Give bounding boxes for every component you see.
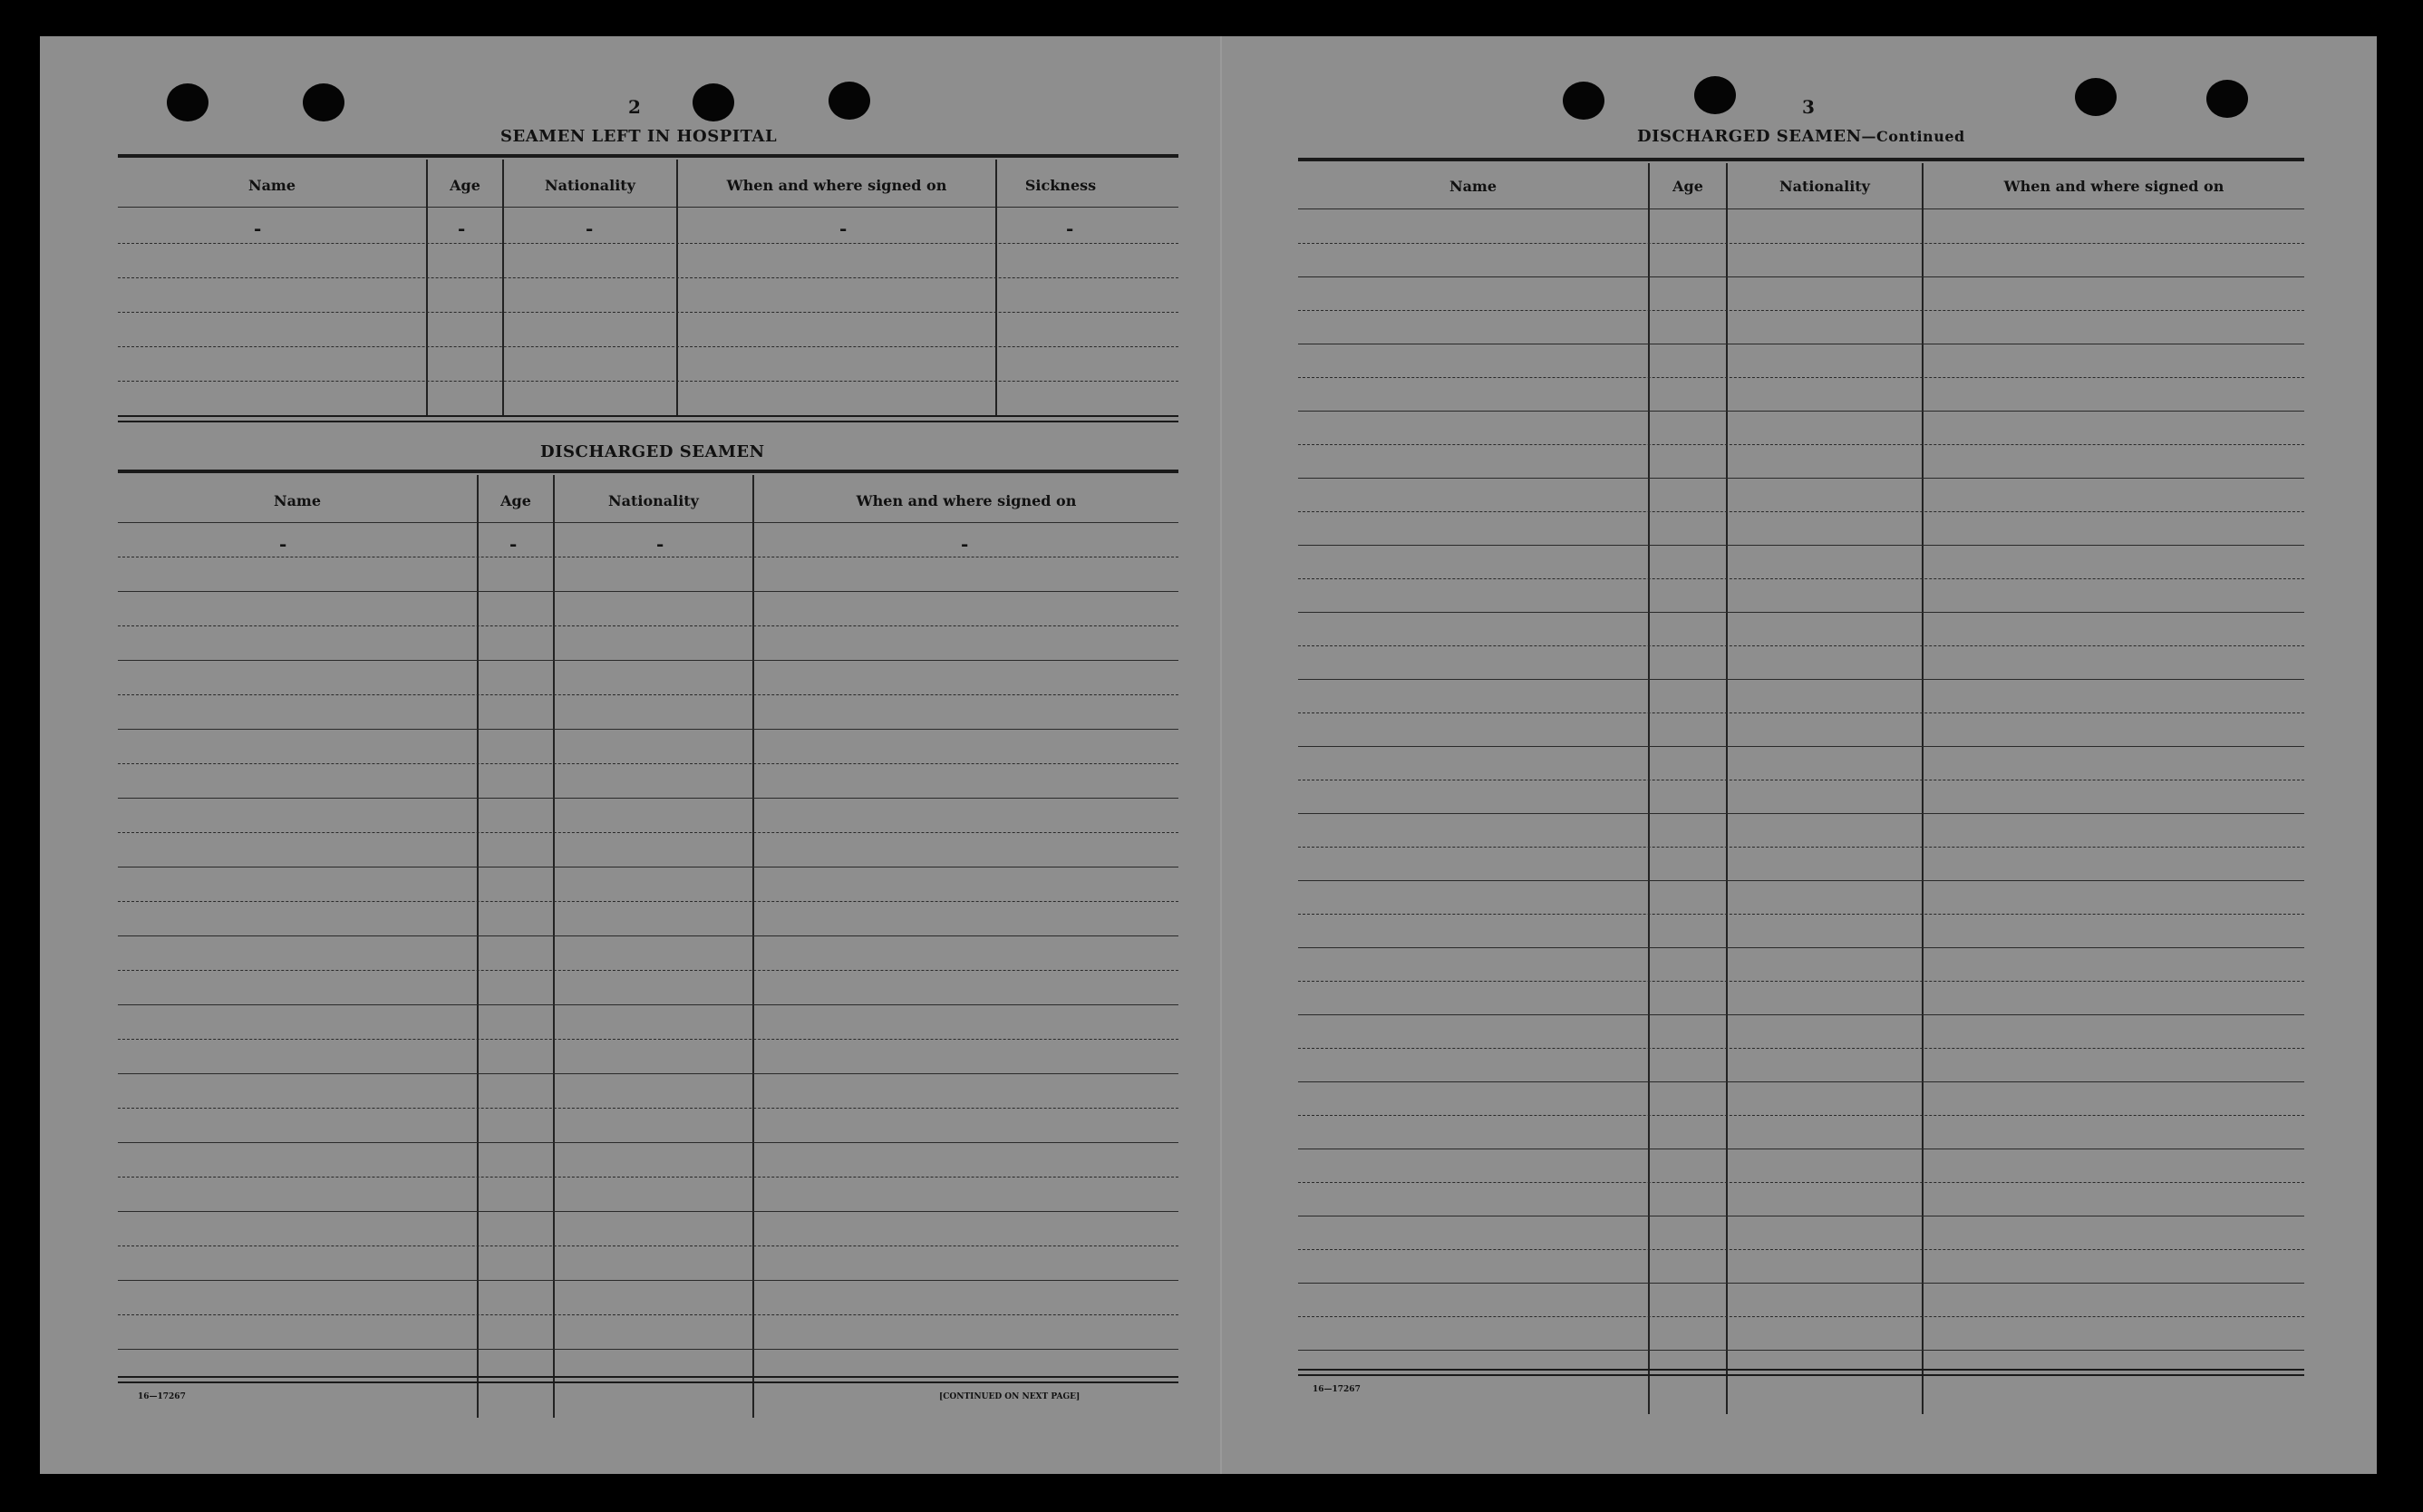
column-header-name: Name (273, 492, 322, 509)
column-divider (1726, 163, 1728, 1414)
continued-note: [CONTINUED ON NEXT PAGE] (939, 1392, 1081, 1401)
punch-hole (2206, 80, 2248, 118)
table-bottom-rule (1298, 1369, 2304, 1371)
column-header-age: Age (500, 492, 531, 509)
row-line (118, 729, 1178, 730)
row-line (1298, 813, 2304, 814)
row-line (1298, 914, 2304, 915)
column-header-name: Name (247, 177, 296, 194)
row-line (118, 1211, 1178, 1212)
column-divider (426, 160, 428, 415)
row-line (118, 1039, 1178, 1040)
table-top-rule (118, 470, 1178, 473)
row-line (1298, 1182, 2304, 1183)
row-line (1298, 310, 2304, 311)
row-line (118, 1349, 1178, 1350)
row-line (118, 1177, 1178, 1178)
column-header-nationality: Nationality (1779, 178, 1870, 195)
entry-dash: - (458, 218, 466, 239)
punch-hole (693, 83, 734, 121)
row-line (1298, 981, 2304, 982)
column-divider (553, 475, 555, 1418)
row-line (118, 381, 1178, 382)
table-bottom-rule (118, 421, 1178, 422)
punch-hole (2075, 78, 2117, 116)
row-line (118, 832, 1178, 833)
table-bottom-rule (1298, 1374, 2304, 1376)
column-divider (752, 475, 754, 1418)
row-line (118, 591, 1178, 592)
header-rule (118, 207, 1178, 208)
form-number-right: 16—17267 (1313, 1385, 1361, 1394)
column-divider (1648, 163, 1650, 1414)
row-line (1298, 1081, 2304, 1082)
row-line (1298, 880, 2304, 881)
entry-dash: - (509, 533, 518, 555)
punch-hole (829, 82, 870, 120)
column-header-signed-on: When and where signed on (726, 177, 947, 194)
row-line (118, 660, 1178, 661)
row-line (118, 277, 1178, 278)
form-number-left: 16—17267 (138, 1392, 186, 1401)
table-bottom-rule (118, 1376, 1178, 1378)
row-line (118, 798, 1178, 799)
row-line (118, 763, 1178, 764)
row-line (118, 901, 1178, 902)
header-rule (118, 522, 1178, 523)
column-divider (1922, 163, 1924, 1414)
column-header-name: Name (1449, 178, 1497, 195)
punch-hole (1563, 82, 1604, 120)
table-bottom-rule (118, 1381, 1178, 1383)
row-line (1298, 746, 2304, 747)
row-line (1298, 444, 2304, 445)
column-divider (477, 475, 479, 1418)
document-sheet (40, 36, 2377, 1474)
column-header-signed-on: When and where signed on (2003, 178, 2224, 195)
column-header-nationality: Nationality (608, 492, 699, 509)
row-line (118, 625, 1178, 626)
row-line (1298, 1014, 2304, 1015)
punch-hole (167, 83, 208, 121)
table-top-rule (1298, 158, 2304, 161)
discharged-section-title: DISCHARGED SEAMEN (540, 442, 765, 461)
row-line (1298, 679, 2304, 680)
page-number-right: 3 (1802, 96, 1815, 118)
row-line (1298, 411, 2304, 412)
row-line (1298, 1249, 2304, 1250)
column-header-sickness: Sickness (1024, 177, 1097, 194)
row-line (118, 1280, 1178, 1281)
table-top-rule (118, 154, 1178, 158)
row-line (118, 1245, 1178, 1246)
column-header-age: Age (1672, 178, 1703, 195)
right-title-text: DISCHARGED SEAMEN (1637, 127, 1862, 146)
row-line (1298, 612, 2304, 613)
row-line (1298, 276, 2304, 277)
entry-dash: - (279, 533, 287, 555)
row-line (1298, 1316, 2304, 1317)
column-divider (676, 160, 678, 415)
row-line (1298, 1115, 2304, 1116)
page-fold (1220, 36, 1222, 1474)
table-bottom-rule (118, 415, 1178, 417)
row-line (118, 694, 1178, 695)
row-line (118, 1108, 1178, 1109)
row-line (118, 1314, 1178, 1315)
row-line (1298, 377, 2304, 378)
punch-hole (1694, 76, 1736, 114)
row-line (118, 1142, 1178, 1143)
row-line (118, 1004, 1178, 1005)
entry-dash: - (839, 218, 848, 239)
entry-dash: - (1066, 218, 1074, 239)
row-line (118, 935, 1178, 936)
row-line (1298, 712, 2304, 713)
row-line (1298, 1350, 2304, 1351)
row-line (1298, 645, 2304, 646)
row-line (1298, 478, 2304, 479)
entry-dash: - (656, 533, 664, 555)
entry-dash: - (254, 218, 262, 239)
row-line (1298, 243, 2304, 244)
row-line (118, 312, 1178, 313)
row-line (1298, 578, 2304, 579)
column-divider (502, 160, 504, 415)
header-rule (1298, 208, 2304, 209)
row-line (1298, 1283, 2304, 1284)
column-header-nationality: Nationality (545, 177, 635, 194)
column-header-age: Age (450, 177, 480, 194)
row-line (1298, 545, 2304, 546)
row-line (1298, 947, 2304, 948)
row-line (118, 243, 1178, 244)
row-line (1298, 1048, 2304, 1049)
row-line (1298, 511, 2304, 512)
punch-hole (303, 83, 344, 121)
right-section-title (1637, 127, 1965, 146)
right-title-suffix: —Continued (1861, 128, 1965, 145)
column-header-signed-on: When and where signed on (856, 492, 1077, 509)
row-line (1298, 847, 2304, 848)
row-line (118, 970, 1178, 971)
entry-dash: - (961, 533, 969, 555)
row-line (118, 1073, 1178, 1074)
row-line (118, 346, 1178, 347)
entry-dash: - (586, 218, 594, 239)
column-divider (995, 160, 997, 415)
page-number-left: 2 (628, 96, 641, 118)
hospital-section-title: SEAMEN LEFT IN HOSPITAL (500, 127, 778, 146)
